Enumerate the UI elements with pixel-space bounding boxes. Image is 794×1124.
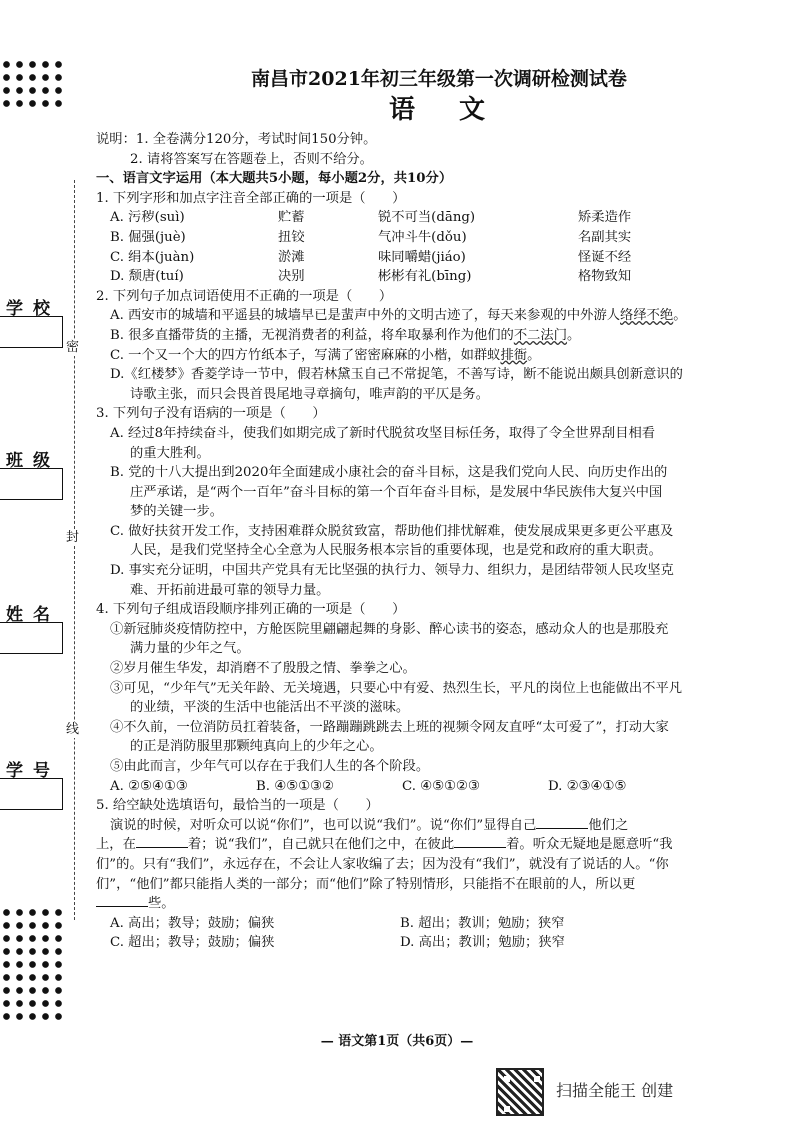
q4-sentence-1-line2: 满力量的少年之气。 [130,641,250,657]
q1-b-4: 名副其实 [578,229,632,245]
section-heading: 一、语言文字运用（本大题共5小题，每小题2分，共10分） [96,171,453,187]
q2-option-b [96,326,782,346]
subject-title: 语文 [388,95,529,125]
q1-d-4: 格物致知 [578,269,632,285]
q4-sentence-4-line2: 的正是消防服里那颗纯真向上的少年之心。 [130,739,383,755]
q1-option-row-a [96,208,782,228]
q5-passage-line2 [96,835,782,855]
binding-dots-top [0,58,62,110]
scanner-watermark: 扫描全能王 创建 [556,1081,674,1100]
class-label: 班级 [6,451,60,471]
school-field[interactable] [0,316,63,348]
q1-option-row-b [96,228,782,248]
q2-b-text: B. 很多直播带货的主播，无视消费者的利益，将牟取暴利作为他们的 [110,327,514,343]
q4-option-c: C. ④⑤①②③ [402,778,480,794]
q1-a-3: 锐不可当(dāng) [378,210,476,226]
q2-b-word: 不二法门 [513,327,568,343]
q5-passage-line1 [96,816,782,836]
q5-blank-4 [96,894,148,907]
q2-option-d-line1: D.《红楼梦》香菱学诗一节中，假若林黛玉自己不常捉笔，不善写诗，断不能说出颇具创新意识的 [110,367,683,383]
q1-b-1: B. 倔强(juè) [110,229,186,245]
q2-a-word: 络绎不绝 [620,308,674,324]
q5-option-a: A. 高出；教导；鼓励；偏狭 [110,915,275,931]
seal-cut-line [74,180,75,920]
q1-c-2: 淤滩 [278,249,305,265]
q1-c-1: C. 绢本(juàn) [110,249,195,265]
q5-option-b: B. 超出；教训；勉励；狭窄 [400,915,565,931]
q4-sentence-2: ②岁月催生华发，却消磨不了殷殷之情、拳拳之心。 [110,661,416,677]
q1-d-3: 彬彬有礼(bīng) [378,269,472,285]
q4-sentence-1-line1: ①新冠肺炎疫情防控中，方舱医院里翩翩起舞的身影、醉心读书的姿态，感动众人的也是那股充 [110,621,669,637]
q1-stem: 1. 下列字形和加点字注音全部正确的一项是（ ） [96,190,406,206]
page-footer: — 语文第1页（共6页）— [320,1034,474,1049]
q5-p1-end: 他们之 [588,817,629,833]
q1-a-4: 矫柔造作 [578,210,632,226]
q2-a-text: A. 西安市的城墙和平遥县的城墙早已是蜚声中外的文明古迹了，每天来参观的中外游人 [110,308,621,324]
q5-p5-text: 些。 [148,896,175,912]
seal-char-mi: 密 [66,340,80,355]
q5-passage-line4: 们”，“他们”都只能指人类的一部分；而“他们”除了特别情形，只能指不在眼前的人，所以更 [96,876,636,892]
exam-title: 南昌市2021年初三年级第一次调研检测试卷 [251,68,627,90]
q5-p2-text-c: 着。听众无疑地是愿意听“我 [506,837,673,853]
q3-option-a-line2: 的重大胜利。 [130,445,210,461]
student-number-field[interactable] [0,778,63,810]
q5-passage-line3: 们”的。只有“我们”，永远存在，不会让人家收编了去；因为没有“我们”，就没有了说话的人。“你 [96,856,669,872]
q1-c-3: 味同嚼蜡(jiáo) [378,249,466,265]
q5-p2-text-b: 着；说“我们”，自己就只在他们之中，在彼此 [187,837,455,853]
student-number-label: 学号 [6,761,60,781]
q5-p1-text: 演说的时候，对听众可以说“你们”，也可以说“我们”。说“你们”显得自己 [110,817,537,833]
q3-option-b-line1: B. 党的十八大提出到2020年全面建成小康社会的奋斗目标，这是我们党向人民、向历史作出的 [110,465,668,481]
binding-strip [0,0,90,1124]
q3-option-b-line3: 梦的关键一步。 [130,504,224,520]
q5-blank-2 [136,835,188,848]
q3-stem: 3. 下列句子没有语病的一项是（ ） [96,406,326,422]
q3-option-c-line2: 人民，是我们党坚持全心全意为人民服务根本宗旨的重要体现，也是党和政府的重大职责。 [130,543,662,559]
q1-a-2: 贮蓄 [278,210,305,226]
q2-b-end: 。 [567,327,581,343]
q5-option-c: C. 超出；教导；鼓励；偏狭 [110,935,275,951]
q1-b-3: 气冲斗牛(dǒu) [378,229,467,245]
q1-d-2: 决别 [278,269,305,285]
q2-a-end: 。 [673,308,687,324]
seal-char-feng: 封 [66,530,80,545]
q1-b-2: 扭铰 [278,229,305,245]
exam-page [96,66,782,953]
q5-stem: 5. 给空缺处选填语句，最恰当的一项是（ ） [96,798,379,814]
name-label: 姓名 [6,605,60,625]
q1-c-4: 怪诞不经 [578,249,632,265]
q1-a-1: A. 污秽(suì) [110,210,185,226]
q3-option-c-line1: C. 做好扶贫开发工作，支持困难群众脱贫致富，帮助他们排忧解难，使发展成果更多更公平惠及 [110,523,674,539]
note-2: 2. 请将答案写在答题卷上，否则不给分。 [130,151,373,167]
note-1: 说明：1. 全卷满分120分，考试时间150分钟。 [96,132,377,147]
q4-option-a: A. ②⑤④①③ [110,778,188,794]
q4-sentence-3-line1: ③可见，“少年气”无关年龄、无关境遇，只要心中有爱、热烈生长，平凡的岗位上也能做出不平凡 [110,680,683,696]
q4-option-d: D. ②③④①⑤ [548,778,627,794]
q2-option-c [96,346,782,366]
q4-sentence-4-line1: ④不久前，一位消防员扛着装备，一路蹦蹦跳跳去上班的视频令网友直呼“太可爱了”，打动大家 [110,719,669,735]
q2-option-a [96,306,782,326]
q5-passage-line5 [96,894,782,914]
q2-option-d-line2: 诗歌主张，而只会畏首畏尾地寻章摘句，唯声韵的平仄是务。 [130,386,490,402]
binding-dots-bottom [0,906,62,1026]
q5-blank-3 [454,835,506,848]
class-field[interactable] [0,468,63,500]
q4-sentence-3-line2: 的业绩，平淡的生活中也能活出不平淡的滋味。 [130,700,410,716]
qr-code-icon [496,1068,544,1116]
q3-option-b-line2: 庄严承诺，是“两个一百年”奋斗目标的第一个百年奋斗目标，是发展中华民族伟大复兴中国 [130,484,663,500]
q1-d-1: D. 颓唐(tuí) [110,269,184,285]
school-label: 学校 [6,299,60,319]
q3-option-d-line2: 难、开拓前进最可靠的领导力量。 [130,582,330,598]
q1-option-row-c [96,248,782,268]
q5-options [96,914,782,953]
seal-char-xian: 线 [66,722,80,737]
name-field[interactable] [0,622,63,654]
q2-stem: 2. 下列句子加点词语使用不正确的一项是（ ） [96,288,393,304]
q2-c-text: C. 一个又一个大的四方竹纸本子，写满了密密麻麻的小楷，如群蚁 [110,347,501,363]
q3-option-a-line1: A. 经过8年持续奋斗，使我们如期完成了新时代脱贫攻坚目标任务，取得了令全世界刮目相看 [110,425,656,441]
q4-stem: 4. 下列句子组成语段顺序排列正确的一项是（ ） [96,602,406,618]
q5-blank-1 [536,816,588,829]
q5-p2-text-a: 上，在 [96,837,136,853]
q4-options [96,777,782,797]
q4-sentence-5: ⑤由此而言，少年气可以存在于我们人生的各个阶段。 [110,759,430,774]
q5-option-d: D. 高出；教训；勉励；狭窄 [400,935,565,951]
q4-option-b: B. ④⑤①③② [256,778,334,794]
q3-option-d-line1: D. 事实充分证明，中国共产党具有无比坚强的执行力、领导力、组织力，是团结带领人民攻坚克 [110,563,674,579]
q2-c-end: 。 [527,347,541,363]
q1-option-row-d [96,267,782,287]
q2-c-word: 排衙 [500,347,528,363]
